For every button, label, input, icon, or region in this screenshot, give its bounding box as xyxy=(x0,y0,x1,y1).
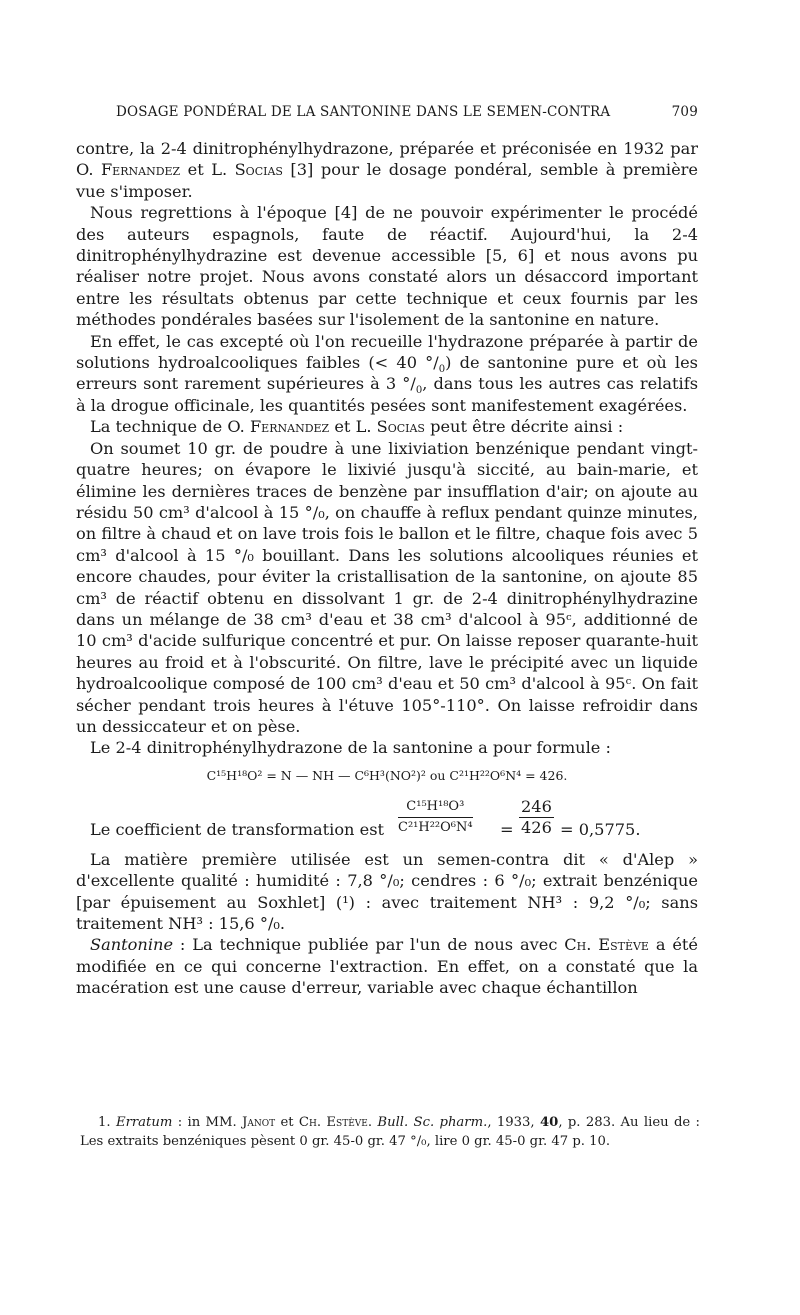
author-name: Fernandez xyxy=(100,160,181,180)
paragraph-5-procedure: On soumet 10 gr. de poudre à une lixiviation benzénique pendant vingt-quatre heures; on évapore le lixivié jusqu'à siccité, au bain-marie, et élimine les dernières traces de benzène par insufflation d'air; on ajoute au résidu 50 cm³ d'alcool à 15 °/₀, on chauffe à reflux pendant quinze minutes, on filtre à chaud et on lave trois fois le ballon et le filtre, chaque fois avec 5 cm³ d'alcool à 15 °/₀ bouillant. Dans les solutions alcooliques réunies et encore chaudes, pour éviter la cristallisation de la santonine, on ajoute 85 cm³ de réactif obtenu en dissolvant 1 gr. de 2-4 dinitrophénylhydrazine dans un mélange de 38 cm³ d'eau et 38 cm³ d'alcool à 95ᶜ, additionné de 10 cm³ d'acide sulfurique concentré et pur. On laisse reposer quarante-huit heures au froid et à l'obscurité. On filtre, lave le précipité avec un liquide hydroalcoolique composé de 100 cm³ d'eau et 50 cm³ d'alcool à 95ᶜ. On fait sécher pendant trois heures à l'étuve 105°-110°. On laisse refroidir dans un dessiccateur et on pèse. xyxy=(76,438,698,736)
paragraph-1-text-b: et L. xyxy=(180,160,235,180)
footnote xyxy=(80,1113,700,1151)
footnote-text-c: et xyxy=(275,1115,299,1130)
author-name: Ch. Estève xyxy=(298,1115,368,1130)
paragraph-8-text-a: : La technique publiée par l'un de nous avec xyxy=(173,935,565,955)
paragraph-3 xyxy=(76,331,698,417)
paragraph-4-text-c: peut être décrite ainsi : xyxy=(424,417,624,437)
italic-term: Santonine xyxy=(90,935,174,955)
footnote-number: 1. xyxy=(98,1115,116,1130)
author-name: Fernandez xyxy=(249,417,330,437)
fraction-numeric xyxy=(519,797,554,838)
fraction-formula xyxy=(398,797,473,838)
paragraph-1-text-a: contre, la 2-4 dinitrophénylhydrazone, préparée et préconisée en 1932 par O. xyxy=(76,139,698,180)
author-name: Janot xyxy=(242,1115,276,1130)
author-name: Ch. Estève xyxy=(564,935,649,955)
fraction-denominator: 426 xyxy=(521,817,552,837)
author-name: Socias xyxy=(376,417,425,437)
paragraph-7: La matière première utilisée est un semen-contra dit « d'Alep » d'excellente qualité : humidité : 7,8 °/₀; cendres : 6 °/₀; extrait benzénique [par épuisement au Soxhlet] (¹) : avec traitement NH³ : 9,2 °/₀; sans traitement NH³ : 15,6 °/₀. xyxy=(76,849,698,933)
running-title: DOSAGE PONDÉRAL DE LA SANTONINE DANS LE SEMEN-CONTRA xyxy=(116,104,611,120)
chemical-formula: C¹⁵H¹⁸O² = N — NH — C⁶H³(NO²)² ou C²¹H²²O⁶N⁴ = 426. xyxy=(206,767,568,783)
footnote-text-b: : in MM. xyxy=(172,1115,243,1130)
paragraph-2: Nous regrettions à l'époque [4] de ne pouvoir expérimenter le procédé des auteurs espagnols, faute de réactif. Aujourd'hui, la 2-4 dinitrophénylhydrazine est devenue accessible [5, 6] et nous avons pu réaliser notre projet. Nous avons constaté alors un désaccord important entre les résultats obtenus par cette technique et ceux fournis par les méthodes pondérales basées sur l'isolement de la santonine en nature. xyxy=(76,203,698,330)
journal-title: Bull. Sc. pharm. xyxy=(377,1115,488,1130)
paragraph-6: Le 2-4 dinitrophénylhydrazone de la santonine a pour formule : xyxy=(90,738,611,758)
paragraph-4-text-b: et L. xyxy=(329,417,377,437)
fraction-numerator: C¹⁵H¹⁸O³ xyxy=(398,797,473,818)
body-text xyxy=(76,138,698,999)
page-number: 709 xyxy=(671,104,698,120)
paragraph-3-text-a: En effet, le cas excepté où l'on recueille l'hydrazone préparée à partir de solutions hydroalcooliques faibles (< 40 °/ xyxy=(76,331,698,373)
paragraph-1-text-c: [3] pour le dosage pondéral, semble à première vue s'imposer. xyxy=(76,160,698,201)
footnote-1 xyxy=(80,1113,700,1151)
equals-sign: = xyxy=(500,819,514,839)
footnote-text-f: , p. 283. Au lieu de : Les extraits benzéniques pèsent 0 gr. 45-0 gr. 47 °/₀, lire 0 gr. 45-0 gr. 47 p. 10. xyxy=(80,1115,701,1149)
coefficient-label: Le coefficient de transformation est xyxy=(90,819,385,839)
paragraph-1 xyxy=(76,138,698,202)
coefficient-equation xyxy=(76,797,698,847)
erratum-label: Erratum xyxy=(115,1115,173,1130)
volume-number: 40 xyxy=(539,1115,559,1130)
paragraph-8 xyxy=(76,934,698,998)
coefficient-result: = 0,5775. xyxy=(560,819,641,839)
author-name: Socias xyxy=(234,160,283,180)
subscript: 0 xyxy=(415,385,423,397)
page-header xyxy=(116,104,698,126)
fraction-numerator: 246 xyxy=(521,796,552,816)
paragraph-3-text-c: , dans tous les autres cas relatifs à la drogue officinale, les quantités pesées sont manifestement exagérées. xyxy=(76,374,698,415)
paragraph-3-text-b: ) de santonine pure et où les erreurs sont rarement supérieures à 3 °/ xyxy=(76,353,698,394)
footnote-text-e: , 1933, xyxy=(487,1115,540,1130)
paragraph-4-text-a: La technique de O. xyxy=(90,417,250,437)
paragraph-4 xyxy=(76,416,698,437)
subscript: 0 xyxy=(438,364,446,376)
footnote-text-d: . xyxy=(367,1115,378,1130)
paragraph-8-text-b: a été modifiée en ce qui concerne l'extraction. En effet, on a constaté que la macération est une cause d'erreur, variable avec chaque échantillon xyxy=(76,935,698,998)
fraction-denominator: C²¹H²²O⁶N⁴ xyxy=(398,819,473,835)
